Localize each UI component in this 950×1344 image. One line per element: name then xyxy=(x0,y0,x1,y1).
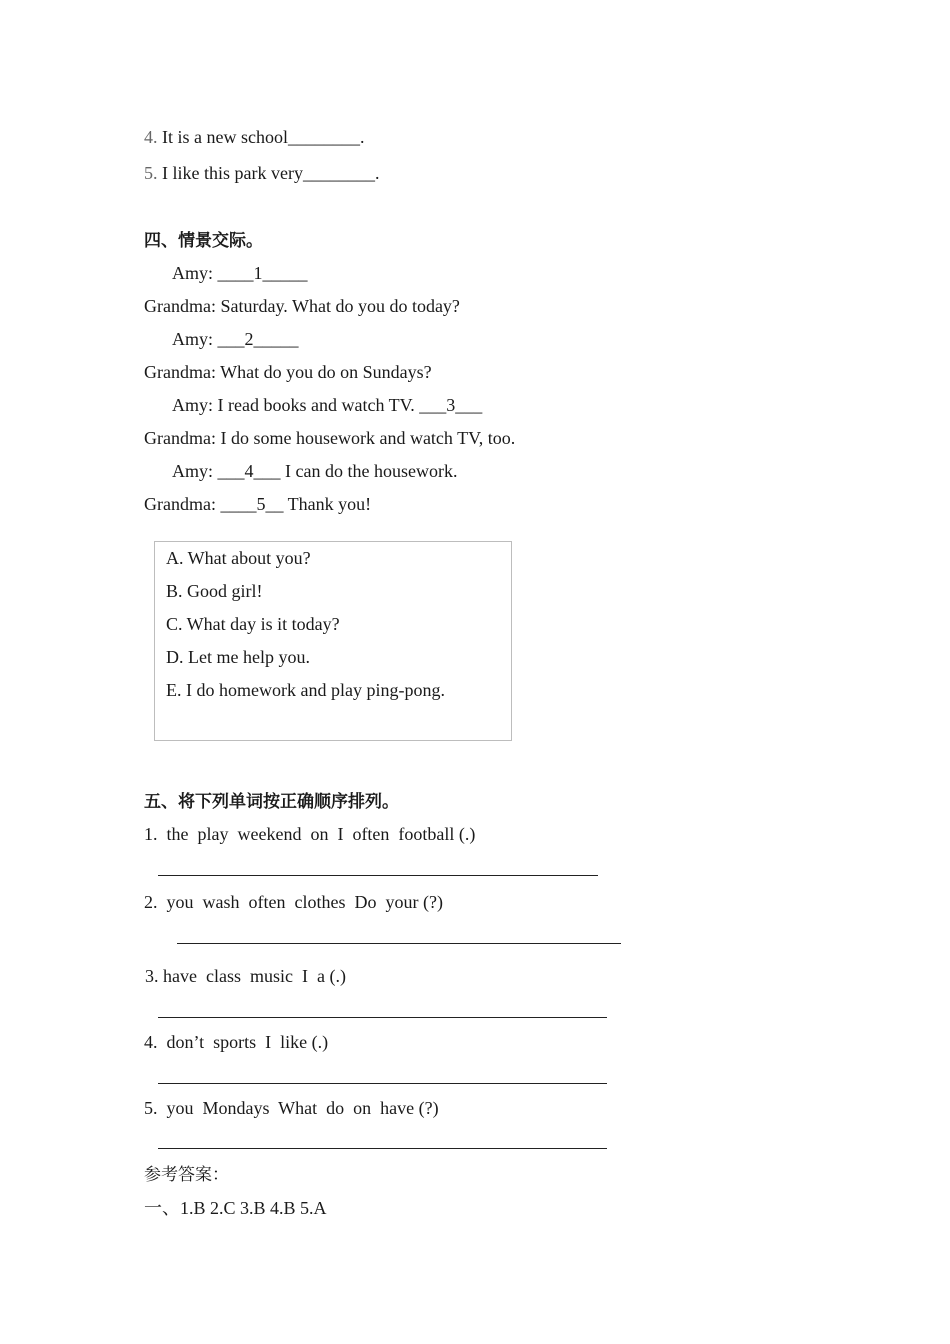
answer-line xyxy=(158,1083,607,1084)
section-4-heading: 四、情景交际。 xyxy=(144,231,263,251)
dialogue-line: Grandma: Saturday. What do you do today? xyxy=(144,296,460,316)
question-4 xyxy=(144,126,364,148)
option-a: A. What about you? xyxy=(166,548,311,568)
dialogue-line: Grandma: What do you do on Sundays? xyxy=(144,362,432,382)
question-number: 4. xyxy=(144,127,158,147)
answer-line xyxy=(158,875,598,876)
answer-line xyxy=(158,1017,607,1018)
options-box xyxy=(154,541,512,741)
reorder-item: 1. the play weekend on I often football (.) xyxy=(144,824,476,844)
option-e: E. I do homework and play ping-pong. xyxy=(166,680,445,700)
dialogue-line: Amy: I read books and watch TV. ___3___ xyxy=(172,395,483,415)
question-5 xyxy=(144,162,379,184)
option-c: C. What day is it today? xyxy=(166,614,340,634)
answer-line xyxy=(177,943,621,944)
answers-line: 一、1.B 2.C 3.B 4.B 5.A xyxy=(144,1198,327,1218)
answer-line xyxy=(158,1148,607,1149)
option-b: B. Good girl! xyxy=(166,581,263,601)
dialogue-line: Amy: ___2_____ xyxy=(172,329,299,349)
question-number: 5. xyxy=(144,163,158,183)
reorder-item: 2. you wash often clothes Do your (?) xyxy=(144,892,443,912)
option-d: D. Let me help you. xyxy=(166,647,310,667)
reorder-item: 5. you Mondays What do on have (?) xyxy=(144,1098,439,1118)
question-text: I like this park very________. xyxy=(162,163,380,183)
dialogue-line: Amy: ___4___ I can do the housework. xyxy=(172,461,458,481)
answers-heading: 参考答案： xyxy=(144,1165,229,1185)
reorder-item: 4. don’t sports I like (.) xyxy=(144,1032,329,1052)
dialogue-line: Grandma: ____5__ Thank you! xyxy=(144,494,372,514)
section-5-heading: 五、将下列单词按正确顺序排列。 xyxy=(144,792,399,812)
reorder-item: 3. have class music I a (.) xyxy=(145,966,346,986)
dialogue-line: Grandma: I do some housework and watch TV, too. xyxy=(144,428,516,448)
question-text: It is a new school________. xyxy=(162,127,365,147)
dialogue-line: Amy: ____1_____ xyxy=(172,263,308,283)
